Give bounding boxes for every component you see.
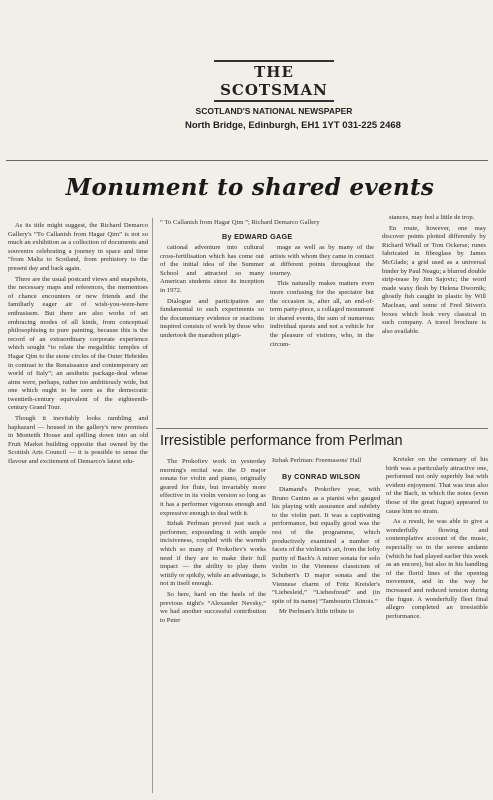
article-paragraph: Dialogue and participation are fundamental to such experiments so the documentary evidence or reactions inspired consists of work by those who undertook the marathon pilgri- xyxy=(160,297,264,339)
article-paragraph: This naturally makes matters even more confusing for the spectator but the occasion is, after all, an end-of-term party-piece, a collaged monument to shared events, the sum of numerous individual quests and not a vehicle for the pleasure of visitors, who, in the circum- xyxy=(270,280,374,348)
masthead-divider xyxy=(6,160,488,161)
article-headline: Irresistible performance from Perlman xyxy=(160,433,403,449)
column-rule xyxy=(152,218,153,793)
article-column-1 xyxy=(8,222,148,794)
masthead xyxy=(185,60,401,131)
article-column-3 xyxy=(386,456,488,796)
article-paragraph: As a result, he was able to give a wonderfully flowing and contemplative account of the music, especially so in the serene andante (which he had played earlier this week as an encore), but also in his handling of the florid lines of the opening movement, and in the way he increased and reduced tension during the fugue. A wonderfully fleet final allegro completed an irresistible performance. xyxy=(386,518,488,620)
article-paragraph: cational adventure into cultural cross-fertilisation which has come out of the initial idea of the Summer School and attracted so many American students since its inception in 1972. xyxy=(160,244,264,294)
article-paragraph: Mr Perlman's little tribute to xyxy=(279,608,354,616)
article-paragraph: The Prokofiev work in yesterday morning's recital was the D major sonata for violin and piano, originally geared for flute, but invariably more effective in its violin version so long as it has a performer vigorous enough and expressive enough to deal with it. xyxy=(160,458,266,517)
article-headline: Monument to shared events xyxy=(65,174,435,201)
article-paragraph: As its title might suggest, the Richard Demarco Gallery's “To Callanish from Hagar Qim” is not so much an exhibition as a collection of documents and souvenirs celebrating a journey in space and time “from Malta to Scotland, from prehistory to the present day and back again. xyxy=(8,222,148,272)
article-byline: By EDWARD GAGE xyxy=(222,232,293,241)
article-paragraph: Diamand's Prokofiev year, with Bruno Canino as a pianist who gauged his playing with assurance and subtlety to the violin part. It was a captivating performance, but equally good was the rest of the programme, which productively examined a number of facets of the violinist's art, from the lofty purity of Bach's A minor sonata for solo violin to the Viennese classicism of Schubert's D major sonata and the Viennese charm of Fritz Kreisler's “Liebesleid,” “Liebesfreud” and (in spite of its name) “Tambourin Chinois.” xyxy=(272,486,380,605)
article-paragraph: So here, hard on the heels of the previous night's “Alexander Nevsky,” we had another successful contribution to Peter xyxy=(160,590,266,624)
article-paragraph: Though it inevitably looks rambling and haphazard — housed in the gallery's new premises in Monteith House and spilling down into an old Fruit Market building opposite that owned by the Scottish Arts Council — it is possible to sense the flavour and excitement of Demarco's latest edu- xyxy=(8,415,148,466)
newspaper-address: North Bridge, Edinburgh, EH1 1YT 031-225 2468 xyxy=(185,120,401,131)
article-column-2 xyxy=(160,244,264,424)
article-paragraph: stances, may feel a little de trop. xyxy=(389,214,475,221)
article-column-2 xyxy=(272,486,380,796)
article-column-1 xyxy=(160,458,266,798)
article-meta: “ To Callanish from Hagar Qim ”; Richard Demarco Gallery xyxy=(160,219,320,226)
article-byline: By CONRAD WILSON xyxy=(282,472,361,481)
newspaper-name: THE SCOTSMAN xyxy=(214,60,334,102)
article-meta: Itzhak Perlman: Freemasons' Hall xyxy=(272,457,362,464)
section-divider xyxy=(156,428,488,429)
article-paragraph: Kreisler on the centenary of his birth was a particularly attractive one, performed not only superbly but with evident enjoyment. That was true also of the Bach, in which the notes (even those of the great fugue) appeared to cause him no strain. xyxy=(386,456,488,515)
article-paragraph: mage as well as by many of the artists with whom they came in contact at different points throughout the tourney. xyxy=(270,244,374,277)
article-paragraph: There are the usual postcard views and snapshots, the necessary maps and references, the mementoes of chance encounters or new friends and the familiarly eager air of wish-you-were-here enthusiasm. But there are also works of art embracing modes of all kinds, from conceptual philosophising to pure painting, because this is the record of an extraordinary corporate experience which sought “to relate the megalithic temples of Hagar Qim to the stone circles of the Outer Hebrides in contrast to the Renaissance and contemporary art world of Italy”; an aesthetic package-deal whose aims were, perhaps, rather too ambitiously wide, but one which ought to be seen as the democratic twentieth-century equivalent of the eighteenth-century Grand Tour. xyxy=(8,275,148,412)
article-column-3 xyxy=(270,244,374,424)
article-paragraph: En route, however, one may discover points plotted differently by Richard Whall or Tom Ockerse; runes fabricated in fibreglass by James McGlade; a grid used as a universal binder by Paul Neagu; a blurred double strip-tease by Jim Sajovic; the word made waxy flesh by Helena Dwornik; ghostly fish caught in plastic by Will Maclean, and some of Fred Stiven's boxes which look very classical in such company. A travel brochure is also available. xyxy=(382,224,486,335)
newspaper-tagline: SCOTLAND'S NATIONAL NEWSPAPER xyxy=(195,106,353,116)
article-paragraph: Itzhak Perlman proved just such a performer, expounding it with ample incisiveness, coupled with the warmth which so many of Prokofiev's works need if they are to make their full impact — the ability to play them wittily or spikily, while an advantage, is not in itself enough. xyxy=(160,520,266,588)
article-column-4 xyxy=(382,214,486,426)
